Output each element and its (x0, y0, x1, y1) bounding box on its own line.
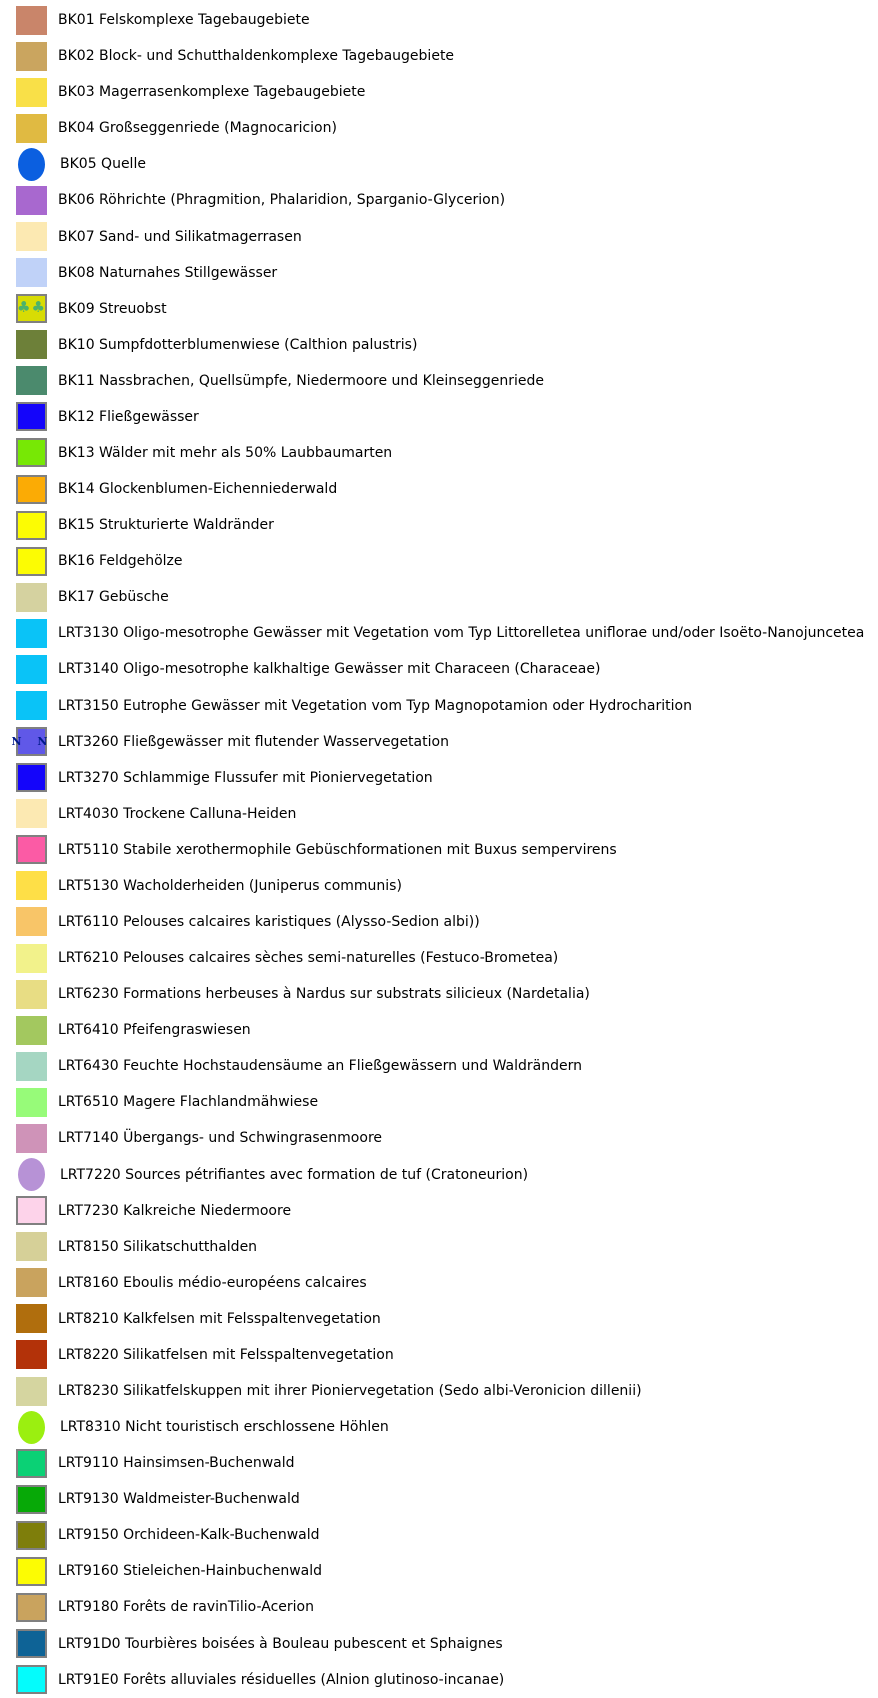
color-swatch (16, 366, 47, 395)
legend-row (0, 2, 878, 38)
color-swatch (16, 1449, 47, 1478)
color-swatch (16, 1088, 47, 1117)
legend-row (0, 74, 878, 110)
legend-row (0, 1445, 878, 1481)
color-swatch (16, 835, 47, 864)
legend-item-label: LRT9150 Orchideen-Kalk-Buchenwald (58, 1527, 320, 1544)
legend-item-label: BK15 Strukturierte Waldränder (58, 517, 274, 534)
legend-row (0, 435, 878, 471)
legend-row (0, 218, 878, 254)
color-swatch (16, 619, 47, 648)
legend-row (0, 1409, 878, 1445)
legend-item-label: BK06 Röhrichte (Phragmition, Phalaridion, Sparganio-Glycerion) (58, 192, 506, 209)
legend-row (0, 1229, 878, 1265)
legend-row (0, 1373, 878, 1409)
legend-item-label: LRT9180 Forêts de ravinTilio-Acerion (58, 1599, 314, 1616)
color-swatch (16, 330, 47, 359)
color-swatch (16, 42, 47, 71)
color-swatch (16, 1016, 47, 1045)
color-swatch (16, 1340, 47, 1369)
legend-row (0, 1301, 878, 1337)
color-swatch (11, 727, 54, 756)
color-swatch (16, 871, 47, 900)
color-swatch (16, 655, 47, 684)
legend-item-label: BK03 Magerrasenkomplexe Tagebaugebiete (58, 84, 366, 101)
swatch-overlay-icon: ♣♣ (17, 298, 46, 317)
legend-row (0, 1084, 878, 1120)
legend-row (0, 38, 878, 74)
legend-row (0, 796, 878, 832)
legend-item-label: LRT9160 Stieleichen-Hainbuchenwald (58, 1563, 323, 1580)
legend-row (0, 868, 878, 904)
legend-item-label: BK05 Quelle (60, 156, 146, 173)
color-swatch (16, 114, 47, 143)
legend-item-label: LRT3150 Eutrophe Gewässer mit Vegetation vom Typ Magnopotamion oder Hydrocharition (58, 697, 692, 714)
color-swatch (16, 6, 47, 35)
legend-item-label: BK02 Block- und Schutthaldenkomplexe Tagebaugebiete (58, 48, 455, 65)
color-swatch (16, 1557, 47, 1586)
legend-item-label: LRT9110 Hainsimsen-Buchenwald (58, 1455, 295, 1472)
legend-item-label: BK13 Wälder mit mehr als 50% Laubbaumarten (58, 444, 393, 461)
legend-row (0, 1481, 878, 1517)
color-swatch (16, 258, 47, 287)
legend-row (0, 976, 878, 1012)
legend-row (0, 543, 878, 579)
color-swatch (16, 583, 47, 612)
color-swatch (16, 1485, 47, 1514)
legend-item-label: LRT7220 Sources pétrifiantes avec formation de tuf (Cratoneurion) (60, 1166, 529, 1183)
color-swatch (18, 148, 45, 181)
legend-row (0, 1012, 878, 1048)
legend-item-label: BK16 Feldgehölze (58, 553, 183, 570)
legend-item-label: LRT5110 Stabile xerothermophile Gebüschformationen mit Buxus sempervirens (58, 841, 617, 858)
color-swatch (16, 547, 47, 576)
color-swatch (16, 222, 47, 251)
color-swatch (16, 1593, 47, 1622)
legend-row (0, 832, 878, 868)
legend-item-label: LRT9130 Waldmeister-Buchenwald (58, 1491, 300, 1508)
legend-item-label: LRT8220 Silikatfelsen mit Felsspaltenvegetation (58, 1346, 394, 1363)
legend-row (0, 687, 878, 723)
legend-row (0, 651, 878, 687)
legend-item-label: LRT6210 Pelouses calcaires sèches semi-naturelles (Festuco-Brometea) (58, 950, 559, 967)
legend-item-label: LRT7140 Übergangs- und Schwingrasenmoore (58, 1130, 383, 1147)
legend-item-label: LRT8230 Silikatfelskuppen mit ihrer Pioniervegetation (Sedo albi-Veronicion dillenii) (58, 1383, 642, 1399)
legend-item-label: BK11 Nassbrachen, Quellsümpfe, Niedermoore und Kleinseggenriede (58, 372, 545, 389)
legend-row (0, 1265, 878, 1301)
color-swatch (16, 475, 47, 504)
color-swatch (16, 511, 47, 540)
legend-item-label: BK08 Naturnahes Stillgewässer (58, 264, 278, 281)
legend-row (0, 182, 878, 218)
color-swatch (18, 1158, 45, 1191)
color-swatch (16, 438, 47, 467)
color-swatch (16, 1124, 47, 1153)
color-swatch (16, 980, 47, 1009)
legend-row (0, 327, 878, 363)
color-swatch (18, 1411, 45, 1444)
legend-row (0, 1193, 878, 1229)
color-swatch (16, 78, 47, 107)
legend-row (0, 399, 878, 435)
legend-item-label: LRT8310 Nicht touristisch erschlossene Höhlen (60, 1419, 389, 1436)
legend-row (0, 579, 878, 615)
legend-item-label: BK09 Streuobst (58, 300, 167, 317)
legend-item-label: LRT5130 Wacholderheiden (Juniperus communis) (58, 877, 402, 894)
legend-item-label: LRT3270 Schlammige Flussufer mit Pioniervegetation (58, 769, 433, 786)
color-swatch (16, 799, 47, 828)
legend-item-label: BK04 Großseggenriede (Magnocaricion) (58, 120, 337, 137)
legend-row (0, 724, 878, 760)
legend-item-label: LRT4030 Trockene Calluna-Heiden (58, 805, 297, 822)
legend-item-label: LRT8160 Eboulis médio-européens calcaires (58, 1274, 367, 1291)
legend-row (0, 1157, 878, 1193)
legend-row (0, 363, 878, 399)
color-swatch (16, 1196, 47, 1225)
legend-item-label: BK07 Sand- und Silikatmagerrasen (58, 228, 302, 245)
legend-item-label: LRT3260 Fließgewässer mit flutender Wasservegetation (58, 733, 449, 750)
color-swatch (16, 1052, 47, 1081)
legend-item-label: LRT8210 Kalkfelsen mit Felsspaltenvegetation (58, 1310, 381, 1327)
legend-row (0, 110, 878, 146)
legend-item-label: LRT6110 Pelouses calcaires karistiques (Alysso-Sedion albi)) (58, 913, 480, 930)
legend-row (0, 904, 878, 940)
legend-item-label: LRT3140 Oligo-mesotrophe kalkhaltige Gewässer mit Characeen (Characeae) (58, 661, 601, 678)
legend-item-label: LRT91E0 Forêts alluviales résiduelles (Alnion glutinoso-incanae) (58, 1671, 505, 1688)
legend-item-label: LRT6510 Magere Flachlandmähwiese (58, 1094, 319, 1111)
color-swatch (16, 402, 47, 431)
legend-row (0, 507, 878, 543)
legend-item-label: BK14 Glockenblumen-Eichenniederwald (58, 481, 338, 498)
color-swatch (16, 907, 47, 936)
color-swatch (16, 944, 47, 973)
color-swatch (16, 691, 47, 720)
legend-row (0, 1626, 878, 1662)
legend-item-label: BK01 Felskomplexe Tagebaugebiete (58, 12, 310, 29)
swatch-overlay-icon: N N (11, 735, 54, 749)
legend-row (0, 1048, 878, 1084)
color-swatch (16, 294, 47, 323)
legend-row (0, 1553, 878, 1589)
legend-row (0, 255, 878, 291)
legend-row (0, 1120, 878, 1156)
legend-row (0, 291, 878, 327)
color-swatch (16, 186, 47, 215)
legend-row (0, 1337, 878, 1373)
legend-row (0, 615, 878, 651)
color-swatch (16, 1665, 47, 1694)
legend-row (0, 760, 878, 796)
legend-item-label: LRT6410 Pfeifengraswiesen (58, 1022, 251, 1039)
legend-item-label: BK12 Fließgewässer (58, 408, 199, 425)
legend-item-label: BK17 Gebüsche (58, 589, 169, 606)
color-swatch (16, 1521, 47, 1550)
legend-item-label: LRT91D0 Tourbières boisées à Bouleau pubescent et Sphaignes (58, 1635, 503, 1652)
color-swatch (16, 1232, 47, 1261)
color-swatch (16, 1629, 47, 1658)
color-swatch (16, 763, 47, 792)
legend-item-label: LRT6430 Feuchte Hochstaudensäume an Fließgewässern und Waldrändern (58, 1058, 582, 1075)
legend-item-label: LRT6230 Formations herbeuses à Nardus sur substrats silicieux (Nardetalia) (58, 986, 590, 1003)
color-swatch (16, 1304, 47, 1333)
legend-item-label: BK10 Sumpfdotterblumenwiese (Calthion palustris) (58, 336, 418, 353)
legend-row (0, 1662, 878, 1698)
legend-item-label: LRT3130 Oligo-mesotrophe Gewässer mit Vegetation vom Typ Littorelletea uniflorae und/oder Isoëto-Nanojuncetea (58, 625, 865, 642)
legend-row (0, 471, 878, 507)
legend-item-label: LRT8150 Silikatschutthalden (58, 1238, 258, 1255)
legend-row (0, 1517, 878, 1553)
legend-row (0, 940, 878, 976)
color-swatch (16, 1377, 47, 1406)
legend-row (0, 1589, 878, 1625)
color-swatch (16, 1268, 47, 1297)
legend-row (0, 146, 878, 182)
legend-item-label: LRT7230 Kalkreiche Niedermoore (58, 1202, 292, 1219)
